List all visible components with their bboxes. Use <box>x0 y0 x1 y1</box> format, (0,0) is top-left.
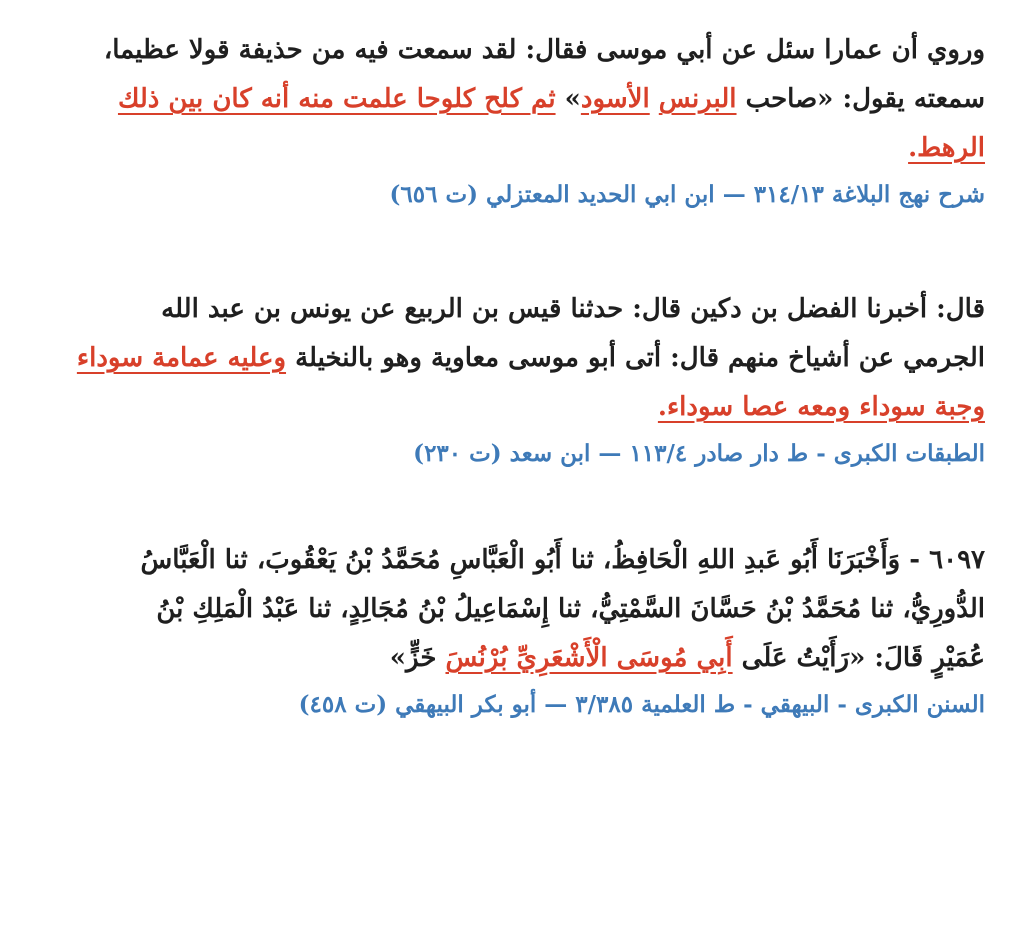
quote3-line1: ٦٠٩٧ - وَأَخْبَرَنَا أَبُو عَبدِ اللهِ الْحَافِظُ، ثنا أَبُو الْعَبَّاسِ مُحَمَّدُ بْنُ يَعْقُوبَ، ثنا الْعَبَّاسُ <box>140 545 985 575</box>
quote1-source: شرح نهج البلاغة ٣١٤/١٣ — ابن ابي الحديد المعتزلي (ت ٦٥٦) <box>389 181 985 208</box>
quote2-highlight-black-turban: وعليه عمامة سوداء <box>76 343 287 373</box>
quote3-line3-text: عُمَيْرٍ قَالَ: «رَأَيْتُ عَلَى <box>732 643 985 673</box>
quote3-highlight-abu-musa: أَبِي مُوسَى الْأَشْعَرِيِّ بُرْنُسَ <box>445 643 733 673</box>
quote1-highlight-burnus: البرنس <box>658 84 737 114</box>
quote1-highlight-raht: الرهط. <box>908 133 985 163</box>
quote1-line3 <box>26 124 985 173</box>
quote1-line2 <box>26 75 985 124</box>
quote2-line2-text: الجرمي عن أشياخ منهم قال: أتى أبو موسى معاوية وهو بالنخيلة <box>286 343 985 373</box>
quote1-line2-text: سمعته يقول: «صاحب <box>736 84 985 114</box>
quote1-line2-mid: » <box>555 84 581 114</box>
quote1-highlight-kalaha: ثم كلح كلوحا علمت منه أنه كان بين ذلك <box>117 84 556 114</box>
quote2-line1: قال: أخبرنا الفضل بن دكين قال: حدثنا قيس بن الربيع عن يونس بن عبد الله <box>161 294 985 324</box>
quote3-line3-post: خَزٍّ» <box>389 643 446 673</box>
quote3-line3 <box>26 634 985 683</box>
quote2-source: الطبقات الكبرى - ط دار صادر ١١٣/٤ — ابن سعد (ت ٢٣٠) <box>413 440 985 467</box>
quote-ibn-abi-al-hadid <box>26 26 985 217</box>
spacer <box>26 476 985 536</box>
quote2-line2 <box>26 334 985 383</box>
spacer <box>26 217 985 285</box>
quote-bayhaqi <box>26 536 985 727</box>
quote3-source: السنن الكبرى - البيهقي - ط العلمية ٣/٣٨٥ — أبو بكر البيهقي (ت ٤٥٨) <box>298 691 985 718</box>
quote3-line2: الدُّورِيُّ، ثنا مُحَمَّدُ بْنُ حَسَّانَ السَّمْتِيُّ، ثنا إِسْمَاعِيلُ بْنُ مُجَالِدٍ، ثنا عَبْدُ الْمَلِكِ بْنُ <box>156 594 985 624</box>
quote1-line1: وروي أن عمارا سئل عن أبي موسى فقال: لقد سمعت فيه من حذيفة قولا عظيما، <box>103 35 985 65</box>
quote1-space <box>650 84 659 114</box>
quote2-highlight-black-cloak: وجبة سوداء ومعه عصا سوداء. <box>657 392 985 422</box>
quote1-highlight-aswad: الأسود <box>580 84 650 114</box>
quote2-line3 <box>26 383 985 432</box>
quote-ibn-saad <box>26 285 985 476</box>
